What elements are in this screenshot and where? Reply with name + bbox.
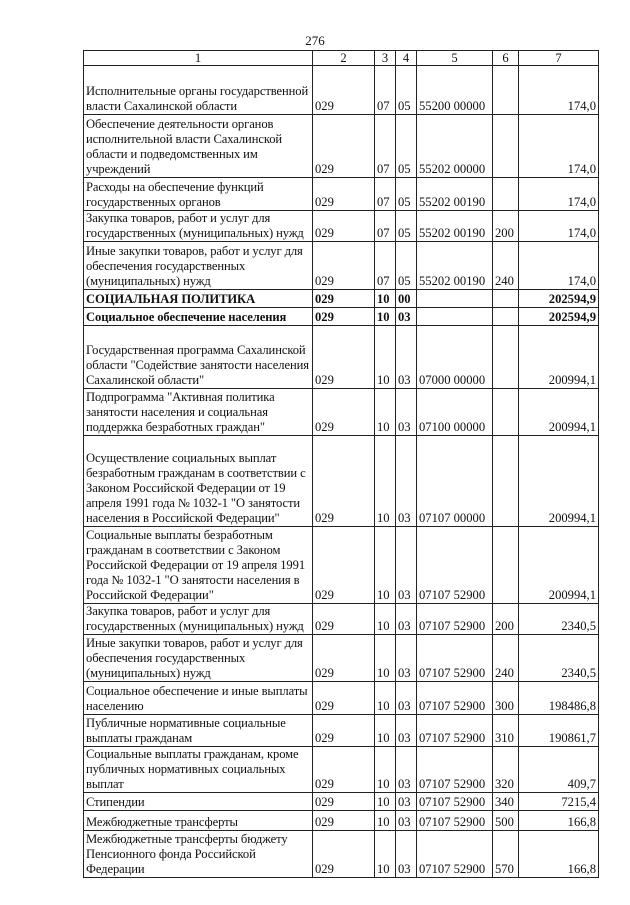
- target-article-cell: 55202 00000: [417, 115, 493, 178]
- subsection-code-cell: 03: [396, 604, 417, 635]
- section-code-cell: 07: [375, 178, 396, 211]
- row-name-cell: Обеспечение деятельности органов исполнительной власти Сахалинской области и подведомственных им учреждений: [84, 115, 313, 178]
- section-code-cell: 10: [375, 389, 396, 436]
- table-row: [84, 290, 599, 308]
- target-article-cell: 07107 52900: [417, 811, 493, 831]
- column-header: 7: [519, 51, 599, 66]
- section-code-cell: 10: [375, 527, 396, 604]
- section-code-cell: 10: [375, 747, 396, 793]
- target-article-cell: 55200 00000: [417, 66, 493, 115]
- section-code-cell: 10: [375, 326, 396, 389]
- ministry-code-cell: 029: [313, 527, 375, 604]
- target-article-cell: 07100 00000: [417, 389, 493, 436]
- ministry-code-cell: 029: [313, 66, 375, 115]
- subsection-code-cell: 05: [396, 242, 417, 290]
- target-article-cell: 07107 52900: [417, 715, 493, 747]
- amount-cell: 174,0: [519, 242, 599, 290]
- table-row: [84, 211, 599, 242]
- amount-cell: 200994,1: [519, 389, 599, 436]
- subsection-code-cell: 05: [396, 178, 417, 211]
- target-article-cell: 55202 00190: [417, 242, 493, 290]
- table-row: [84, 747, 599, 793]
- section-code-cell: 10: [375, 811, 396, 831]
- amount-cell: 200994,1: [519, 436, 599, 527]
- budget-table: [83, 50, 599, 878]
- subsection-code-cell: 03: [396, 326, 417, 389]
- section-code-cell: 07: [375, 115, 396, 178]
- expense-type-cell: [493, 389, 519, 436]
- subsection-code-cell: 03: [396, 831, 417, 878]
- table-row: [84, 389, 599, 436]
- expense-type-cell: [493, 527, 519, 604]
- row-name-cell: СОЦИАЛЬНАЯ ПОЛИТИКА: [84, 290, 313, 308]
- ministry-code-cell: 029: [313, 831, 375, 878]
- row-name-cell: Государственная программа Сахалинской области "Содействие занятости населения Сахалинской области": [84, 326, 313, 389]
- amount-cell: 174,0: [519, 211, 599, 242]
- expense-type-cell: 500: [493, 811, 519, 831]
- section-code-cell: 10: [375, 604, 396, 635]
- table-row: [84, 178, 599, 211]
- row-name-cell: Иные закупки товаров, работ и услуг для обеспечения государственных (муниципальных) нужд: [84, 635, 313, 682]
- target-article-cell: 07107 52900: [417, 635, 493, 682]
- expense-type-cell: [493, 115, 519, 178]
- table-row: [84, 811, 599, 831]
- section-code-cell: 07: [375, 211, 396, 242]
- amount-cell: 190861,7: [519, 715, 599, 747]
- column-header: 4: [396, 51, 417, 66]
- target-article-cell: 55202 00190: [417, 211, 493, 242]
- table-row: [84, 527, 599, 604]
- amount-cell: 202594,9: [519, 290, 599, 308]
- expense-type-cell: 200: [493, 604, 519, 635]
- amount-cell: 2340,5: [519, 604, 599, 635]
- ministry-code-cell: 029: [313, 682, 375, 715]
- ministry-code-cell: 029: [313, 436, 375, 527]
- section-code-cell: 10: [375, 635, 396, 682]
- expense-type-cell: [493, 326, 519, 389]
- expense-type-cell: 240: [493, 635, 519, 682]
- table-row: [84, 242, 599, 290]
- row-name-cell: Подпрограмма "Активная политика занятости населения и социальная поддержка безработных граждан": [84, 389, 313, 436]
- row-name-cell: Стипендии: [84, 793, 313, 811]
- target-article-cell: 07107 52900: [417, 527, 493, 604]
- section-code-cell: 10: [375, 436, 396, 527]
- ministry-code-cell: 029: [313, 715, 375, 747]
- ministry-code-cell: 029: [313, 635, 375, 682]
- subsection-code-cell: 00: [396, 290, 417, 308]
- subsection-code-cell: 03: [396, 747, 417, 793]
- subsection-code-cell: 03: [396, 811, 417, 831]
- expense-type-cell: 310: [493, 715, 519, 747]
- expense-type-cell: 340: [493, 793, 519, 811]
- row-name-cell: Социальное обеспечение и иные выплаты населению: [84, 682, 313, 715]
- table-row: [84, 604, 599, 635]
- row-name-cell: Закупка товаров, работ и услуг для государственных (муниципальных) нужд: [84, 211, 313, 242]
- column-header: 5: [417, 51, 493, 66]
- amount-cell: 200994,1: [519, 527, 599, 604]
- ministry-code-cell: 029: [313, 290, 375, 308]
- amount-cell: 2340,5: [519, 635, 599, 682]
- table-row: [84, 66, 599, 115]
- row-name-cell: Социальное обеспечение населения: [84, 308, 313, 326]
- ministry-code-cell: 029: [313, 242, 375, 290]
- target-article-cell: 07107 52900: [417, 831, 493, 878]
- subsection-code-cell: 05: [396, 115, 417, 178]
- subsection-code-cell: 03: [396, 527, 417, 604]
- ministry-code-cell: 029: [313, 308, 375, 326]
- expense-type-cell: [493, 178, 519, 211]
- ministry-code-cell: 029: [313, 604, 375, 635]
- ministry-code-cell: 029: [313, 115, 375, 178]
- section-code-cell: 10: [375, 290, 396, 308]
- expense-type-cell: [493, 436, 519, 527]
- target-article-cell: 07000 00000: [417, 326, 493, 389]
- row-name-cell: Социальные выплаты гражданам, кроме публичных нормативных социальных выплат: [84, 747, 313, 793]
- row-name-cell: Осуществление социальных выплат безработным гражданам в соответствии с Законом Российской Федерации от 19 апреля 1991 года № 1032-1 "О занятости населения в Российской Федерации": [84, 436, 313, 527]
- subsection-code-cell: 03: [396, 793, 417, 811]
- row-name-cell: Социальные выплаты безработным гражданам в соответствии с Законом Российской Федерации от 19 апреля 1991 года № 1032-1 "О занятости населения в Российской Федерации": [84, 527, 313, 604]
- subsection-code-cell: 05: [396, 211, 417, 242]
- amount-cell: 409,7: [519, 747, 599, 793]
- ministry-code-cell: 029: [313, 178, 375, 211]
- ministry-code-cell: 029: [313, 811, 375, 831]
- expense-type-cell: 200: [493, 211, 519, 242]
- row-name-cell: Закупка товаров, работ и услуг для государственных (муниципальных) нужд: [84, 604, 313, 635]
- target-article-cell: 07107 52900: [417, 604, 493, 635]
- section-code-cell: 07: [375, 66, 396, 115]
- subsection-code-cell: 03: [396, 682, 417, 715]
- row-name-cell: Межбюджетные трансферты: [84, 811, 313, 831]
- section-code-cell: 10: [375, 831, 396, 878]
- expense-type-cell: [493, 308, 519, 326]
- section-code-cell: 10: [375, 308, 396, 326]
- amount-cell: 166,8: [519, 811, 599, 831]
- expense-type-cell: 300: [493, 682, 519, 715]
- table-row: [84, 308, 599, 326]
- section-code-cell: 10: [375, 793, 396, 811]
- table-row: [84, 115, 599, 178]
- subsection-code-cell: 03: [396, 308, 417, 326]
- ministry-code-cell: 029: [313, 211, 375, 242]
- ministry-code-cell: 029: [313, 747, 375, 793]
- amount-cell: 174,0: [519, 178, 599, 211]
- page-number: 276: [305, 33, 325, 48]
- expense-type-cell: 320: [493, 747, 519, 793]
- column-header: 2: [313, 51, 375, 66]
- amount-cell: 202594,9: [519, 308, 599, 326]
- amount-cell: 200994,1: [519, 326, 599, 389]
- target-article-cell: 07107 52900: [417, 682, 493, 715]
- table-row: [84, 831, 599, 878]
- ministry-code-cell: 029: [313, 389, 375, 436]
- table-row: [84, 682, 599, 715]
- expense-type-cell: 240: [493, 242, 519, 290]
- ministry-code-cell: 029: [313, 326, 375, 389]
- row-name-cell: Межбюджетные трансферты бюджету Пенсионного фонда Российской Федерации: [84, 831, 313, 878]
- row-name-cell: Расходы на обеспечение функций государственных органов: [84, 178, 313, 211]
- amount-cell: 7215,4: [519, 793, 599, 811]
- row-name-cell: Иные закупки товаров, работ и услуг для обеспечения государственных (муниципальных) нужд: [84, 242, 313, 290]
- amount-cell: 166,8: [519, 831, 599, 878]
- target-article-cell: 07107 52900: [417, 747, 493, 793]
- row-name-cell: Публичные нормативные социальные выплаты гражданам: [84, 715, 313, 747]
- target-article-cell: 07107 00000: [417, 436, 493, 527]
- subsection-code-cell: 05: [396, 66, 417, 115]
- amount-cell: 174,0: [519, 115, 599, 178]
- subsection-code-cell: 03: [396, 389, 417, 436]
- expense-type-cell: [493, 66, 519, 115]
- column-header: 1: [84, 51, 313, 66]
- subsection-code-cell: 03: [396, 715, 417, 747]
- header-row: [84, 51, 599, 66]
- column-header: 3: [375, 51, 396, 66]
- table-row: [84, 793, 599, 811]
- table-row: [84, 326, 599, 389]
- expense-type-cell: 570: [493, 831, 519, 878]
- amount-cell: 198486,8: [519, 682, 599, 715]
- target-article-cell: [417, 308, 493, 326]
- section-code-cell: 10: [375, 715, 396, 747]
- target-article-cell: [417, 290, 493, 308]
- row-name-cell: Исполнительные органы государственной власти Сахалинской области: [84, 66, 313, 115]
- subsection-code-cell: 03: [396, 436, 417, 527]
- subsection-code-cell: 03: [396, 635, 417, 682]
- column-header: 6: [493, 51, 519, 66]
- amount-cell: 174,0: [519, 66, 599, 115]
- expense-type-cell: [493, 290, 519, 308]
- table-row: [84, 635, 599, 682]
- section-code-cell: 07: [375, 242, 396, 290]
- ministry-code-cell: 029: [313, 793, 375, 811]
- section-code-cell: 10: [375, 682, 396, 715]
- target-article-cell: 07107 52900: [417, 793, 493, 811]
- table-row: [84, 715, 599, 747]
- table-row: [84, 436, 599, 527]
- target-article-cell: 55202 00190: [417, 178, 493, 211]
